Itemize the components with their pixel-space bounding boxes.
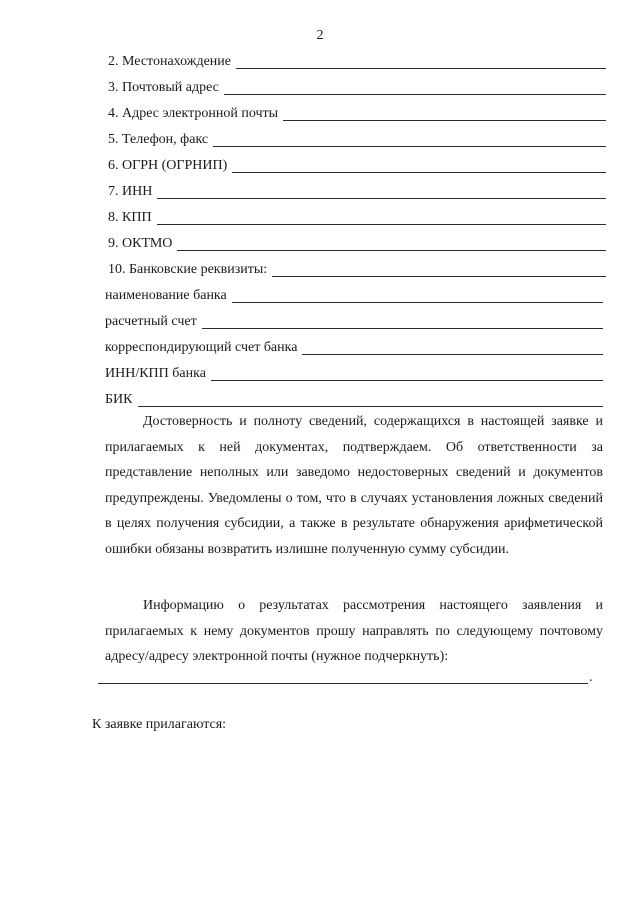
field-label: 6. ОГРН (ОГРНИП) (108, 158, 228, 173)
fill-in-line[interactable] (177, 249, 606, 251)
fill-in-line[interactable] (272, 275, 606, 277)
field-settlement-account (105, 312, 603, 330)
info-paragraph: Информацию о результатах рассмотрения настоящего заявления и прилагаемых к нему документов прошу направлять по следующему почтовому адресу/адресу электронной почты (нужное подчеркнуть): (105, 598, 603, 664)
fill-in-line[interactable] (138, 405, 604, 407)
field-label: БИК (105, 392, 133, 407)
field-postal-address (108, 78, 606, 96)
field-oktmo (108, 234, 606, 252)
fill-in-line[interactable] (157, 223, 606, 225)
fill-in-line[interactable] (211, 379, 603, 381)
field-bank-name (105, 286, 603, 304)
field-email (108, 104, 606, 122)
field-label: 2. Местонахождение (108, 54, 232, 69)
fill-in-line[interactable] (236, 67, 606, 69)
field-location (108, 52, 606, 70)
page-number: 2 (316, 28, 324, 43)
fill-in-line[interactable] (202, 327, 603, 329)
field-label: 7. ИНН (108, 184, 153, 199)
field-label: расчетный счет (105, 314, 197, 329)
field-ogrn (108, 156, 606, 174)
fill-in-line[interactable] (232, 171, 606, 173)
field-bank-inn-kpp (105, 364, 603, 382)
line-end-period: . (589, 670, 593, 685)
field-phone-fax (108, 130, 606, 148)
attachments-label: К заявке прилагаются: (92, 717, 227, 732)
field-label: корреспондирующий счет банка (105, 340, 298, 355)
mail-address-line[interactable] (98, 683, 588, 684)
confirmation-paragraph: Достоверность и полноту сведений, содержащихся в настоящей заявке и прилагаемых к ней документах, подтверждаем. Об ответственности за представление неполных или заведомо недостоверных сведений и документов предупреждены. Уведомлены о том, что в случаях установления ложных сведений в целях получения субсидии, а также в результате обнаружения арифметической ошибки обязаны возвратить излишне полученную сумму субсидии. (105, 414, 603, 557)
field-label: ИНН/КПП банка (105, 366, 206, 381)
fill-in-line[interactable] (213, 145, 606, 147)
fill-in-line[interactable] (224, 93, 606, 95)
field-label: 3. Почтовый адрес (108, 80, 219, 95)
field-inn (108, 182, 606, 200)
fill-in-line[interactable] (157, 197, 606, 199)
fill-in-line[interactable] (232, 301, 603, 303)
field-correspondent-account (105, 338, 603, 356)
field-label: наименование банка (105, 288, 227, 303)
field-bik (105, 390, 603, 408)
field-label: 5. Телефон, факс (108, 132, 209, 147)
field-label: 9. ОКТМО (108, 236, 173, 251)
fill-in-line[interactable] (302, 353, 603, 355)
field-label: 10. Банковские реквизиты: (108, 262, 268, 277)
field-label: 8. КПП (108, 210, 152, 225)
fill-in-line[interactable] (283, 119, 606, 121)
field-kpp (108, 208, 606, 226)
field-label: 4. Адрес электронной почты (108, 106, 279, 121)
field-bank-details (108, 260, 606, 278)
